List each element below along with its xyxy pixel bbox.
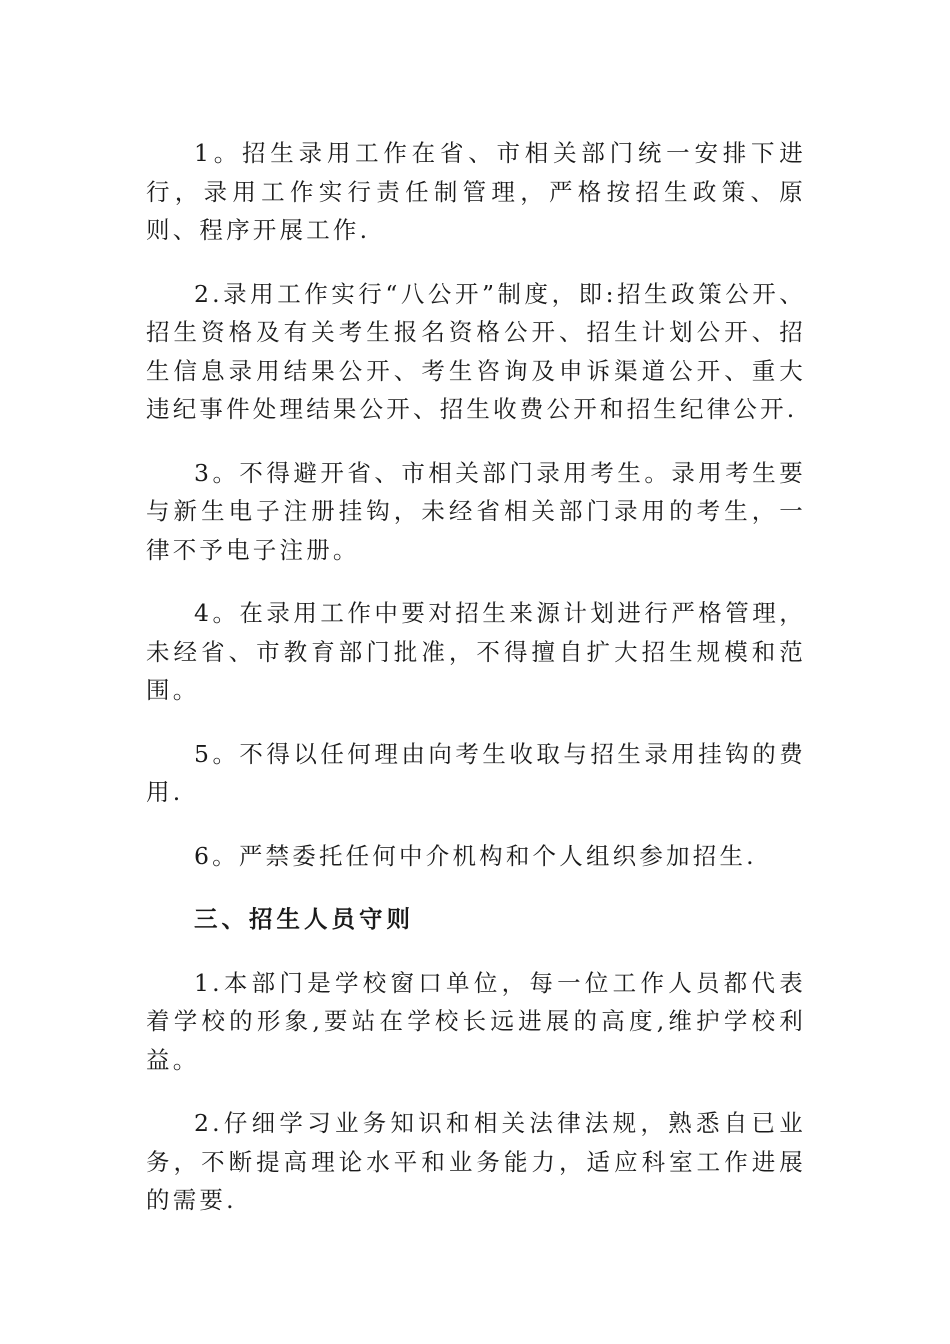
section-paragraph-2: 2.仔细学习业务知识和相关法律法规，熟悉自已业务，不断提高理论水平和业务能力，适应科室工作进展的需要. (146, 1109, 806, 1214)
document-body (146, 134, 806, 1245)
section-heading: 三、招生人员守则 (194, 905, 414, 933)
paragraph-4: 4。在录用工作中要对招生来源计划进行严格管理，未经省、市教育部门批准，不得擅自扩大招生规模和范围。 (146, 599, 806, 704)
paragraph-1: 1。招生录用工作在省、市相关部门统一安排下进行，录用工作实行责任制管理，严格按招生政策、原则、程序开展工作. (146, 139, 806, 244)
paragraph-6: 6。严禁委托任何中介机构和个人组织参加招生. (194, 841, 757, 870)
paragraph-2: 2.录用工作实行“八公开”制度，即:招生政策公开、招生资格及有关考生报名资格公开、招生计划公开、招生信息录用结果公开、考生咨询及申诉渠道公开、重大违纪事件处理结果公开、招生收费公开和招生纪律公开. (146, 279, 806, 423)
paragraph-5: 5。不得以任何理由向考生收取与招生录用挂钩的费用. (146, 739, 806, 806)
section-paragraph-1: 1.本部门是学校窗口单位，每一位工作人员都代表着学校的形象,要站在学校长远进展的高度,维护学校利益。 (146, 968, 806, 1074)
paragraph-3: 3。不得避开省、市相关部门录用考生。录用考生要与新生电子注册挂钩，未经省相关部门录用的考生，一律不予电子注册。 (146, 458, 806, 564)
